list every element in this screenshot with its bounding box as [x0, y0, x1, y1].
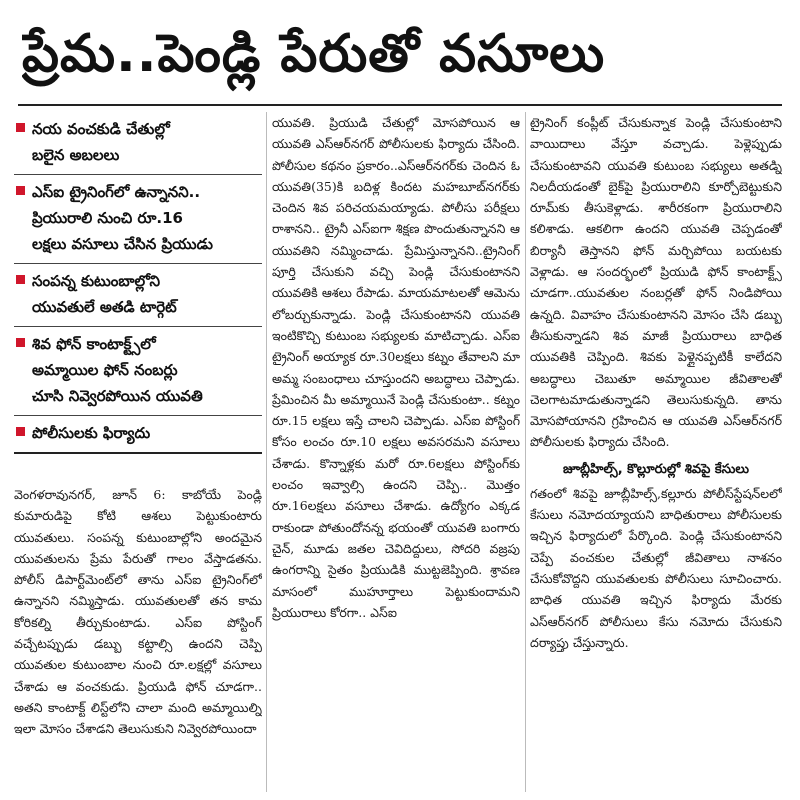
red-square-bullet-icon — [16, 338, 25, 347]
highlights-box — [14, 112, 262, 454]
headline-rule — [18, 104, 782, 106]
highlight-item — [14, 327, 262, 416]
column-3 — [530, 112, 782, 796]
highlight-line: లక్షలు వసూలు చేసిన ప్రియుడు — [32, 235, 213, 253]
highlight-line: నయ వంచకుడి చేతుల్లో — [32, 120, 170, 138]
column-divider — [525, 112, 526, 792]
headline: ప్రేమ..పెండ్లి పేరుతో వసూలు — [22, 24, 606, 84]
highlight-line: పోలీసులకు ఫిర్యాదు — [32, 424, 151, 442]
sub-heading: జూబ్లీహిల్స్, కొల్లూరుల్లో శివపై కేసులు — [562, 461, 750, 477]
highlight-line: శివ ఫోన్ కాంటాక్ట్స్‌లో — [32, 335, 156, 353]
red-square-bullet-icon — [16, 186, 25, 195]
highlight-item — [14, 416, 262, 454]
red-square-bullet-icon — [16, 275, 25, 284]
highlight-line: చూసి నివ్వెరపోయిన యువతి — [32, 387, 203, 405]
column-2 — [272, 112, 520, 796]
highlight-item — [14, 264, 262, 327]
article-body-col1: వెంగళరావునగర్, జూన్ 6: కాబోయే పెండ్లి కుమారుడిపై కోటి ఆశలు పెట్టుకుంటారు యువతులు. సంపన్న కుటుంబాల్లోని అందమైన యువతులను ప్రేమ పేరుతో గాలం వేస్తాడతను. పోలీస్ డిపార్ట్‌మెంట్‌లో తాను ఎస్ఐ ట్రైనింగ్‌లో ఉన్నానని నమ్మిస్తాడు. యువతులతో తన కామ కోరికల్ని తీర్చుకుంటాడు. ఎస్ఐ పోస్టింగ్ వచ్చేటప్పుడు డబ్బు కట్టాల్సి ఉందని చెప్పి యువతుల కుటుంబాల నుంచి రూ.లక్షల్లో వసూలు చేశాడు ఆ వంచకుడు. ప్రియుడి ఫోన్ చూడగా.. అతని కాంటాక్ట్ లిస్ట్‌లోని చాలా మంది అమ్మాయిల్ని ఇలా మోసం చేశాడని తెలుసుకుని నివ్వెరపోయిందా — [14, 487, 262, 737]
highlight-item — [14, 175, 262, 264]
red-square-bullet-icon — [16, 123, 25, 132]
red-square-bullet-icon — [16, 427, 25, 436]
highlight-line: సంపన్న కుటుంబాల్లోని — [32, 272, 161, 290]
highlight-line: బలైన అబలలు — [32, 146, 120, 164]
column-1 — [14, 112, 262, 796]
highlight-line: ఎస్ఐ ట్రైనింగ్‌లో ఉన్నానని.. — [32, 183, 201, 201]
highlight-line: అమ్మాయిల ఫోన్ నంబర్లు — [32, 361, 178, 379]
article-body-col3: ట్రైనింగ్ కంప్లీట్ చేసుకున్నాక పెండ్లి చేసుకుంటాని వాయిదాలు వేస్తూ వచ్చాడు. పెళ్లెప్పుడు చేసుకుంటావని యువతి కుటుంబ సభ్యులు అతడ్ని నిలదీయడంతో బైక్‌పై ప్రియురాలిని కూర్చోబెట్టుకుని రూమ్‌కు తీసుకెళ్లాడు. శారీరకంగా ప్రియురాలిని కలిశాడు. ఆకలిగా ఉందని యువతి చెప్పడంతో బిర్యానీ తెస్తానని ఫోన్ మర్చిపోయి బయటకు వెళ్లాడు. ఆ సందర్భంలో ప్రియుడి ఫోన్ కాంటాక్ట్స్ చూడగా..యువతుల నంబర్లతో ఫోన్ నిండిపోయి ఉన్నది. వివాహం చేసుకుంటానని మోసం చేసి డబ్బు తీసుకున్నాడని శివ మాజీ ప్రియురాలు బాధిత యువతికి చెప్పింది. శివకు పెళ్లైనప్పటికీ కాలేదని అబద్ధాలు చెబుతూ అమ్మాయిల జీవితాలతో చెలగాటమాడుతున్నాడని తెలుసుకున్నది. తాను మోసపోయానని గ్రహించిన ఆ యువతి ఎస్ఆర్‌నగర్ పోలీసులకు ఫిర్యాదు చేసింది. — [530, 115, 782, 450]
column-divider — [266, 112, 267, 792]
highlight-line: ప్రియురాలి నుంచి రూ.16 — [32, 209, 183, 227]
article-body-col3-continued: గతంలో శివపై జూబ్లీహిల్స్,కల్లూరు పోలీస్‌స్టేషన్‌లలో కేసులు నమోదయ్యాయని బాధితురాలు పోలీసులకు ఇచ్చిన ఫిర్యాదులో పేర్కొంది. పెండ్లి చేసుకుంటానని చెప్పే వంచకుల చేతుల్లో జీవితాలు నాశనం చేసుకోవొద్దని యువతులకు పోలీసులు సూచించారు. బాధిత యువతి ఇచ్చిన ఫిర్యాదు మేరకు ఎస్ఆర్‌నగర్ పోలీసులు కేసు నమోదు చేసుకుని దర్యాప్తు చేస్తున్నారు. — [530, 485, 782, 650]
article-body-col2: యువతి. ప్రియుడి చేతుల్లో మోసపోయిన ఆ యువతి ఎస్ఆర్‌నగర్ పోలీసులకు ఫిర్యాదు చేసింది. పోలీసుల కథనం ప్రకారం..ఎస్ఆర్‌నగర్‌కు చెందిన ఓ యువతి(35)కి బదిళ్ల కిందట మహబూబ్‌నగర్‌కు చెందిన శివ పరిచయమయ్యాడు. పోలీసు పరీక్షలు రాశానని.. ట్రైనీ ఎస్ఐగా శిక్షణ పొందుతున్నానని ఆ యువతిని నమ్మించాడు. ప్రేమిస్తున్నానని..ట్రైనింగ్ పూర్తి చేసుకుని వచ్చి పెండ్లి చేసుకుంటానని యువతికి ఆశలు రేపాడు. మాయమాటలతో ఆమెను లోబర్చుకున్నాడు. పెండ్లి చేసుకుంటానని యువతి ఇంటికొచ్చి కుటుంబ సభ్యులకు మాటిచ్చాడు. ఎస్ఐ ట్రైనింగ్ అయ్యాక రూ.30లక్షలు కట్నం తేవాలని మా అమ్మ సంబంధాలు చూస్తుందని అబద్ధాలు చెప్పాడు. ప్రేమించిన మీ అమ్మాయినే పెండ్లి చేసుకుంటా.. కట్నం రూ.15 లక్షలు ఇస్తే చాలని చెప్పాడు. ఎస్ఐ పోస్టింగ్ కోసం లంచం రూ.10 లక్షలు అవసరమని వసూలు చేశాడు. కొన్నాళ్లకు మరో రూ.6లక్షలు పోస్టింగ్‌కు లంచం ఇవ్వాల్సి ఉందని చెప్పి.. మొత్తం రూ.16లక్షలు వసూలు చేశాడు. ఉద్యోగం ఎక్కడ రాకుండా పోతుందోనన్న భయంతో యువతి బంగారు చైన్, మూడు జతల చెవిదిద్దులు, సోదరి వజ్రపు ఉంగరాన్ని సైతం ప్రియుడికి ముట్టజెప్పింది. శ్రావణ మాసంలో ముహూర్తాలు పెట్టుకుందామని ప్రియురాలు కోరగా.. ఎస్ఐ — [272, 115, 520, 620]
highlight-line: యువతులే అతడి టార్గెట్ — [32, 298, 177, 316]
highlight-item — [14, 112, 262, 175]
